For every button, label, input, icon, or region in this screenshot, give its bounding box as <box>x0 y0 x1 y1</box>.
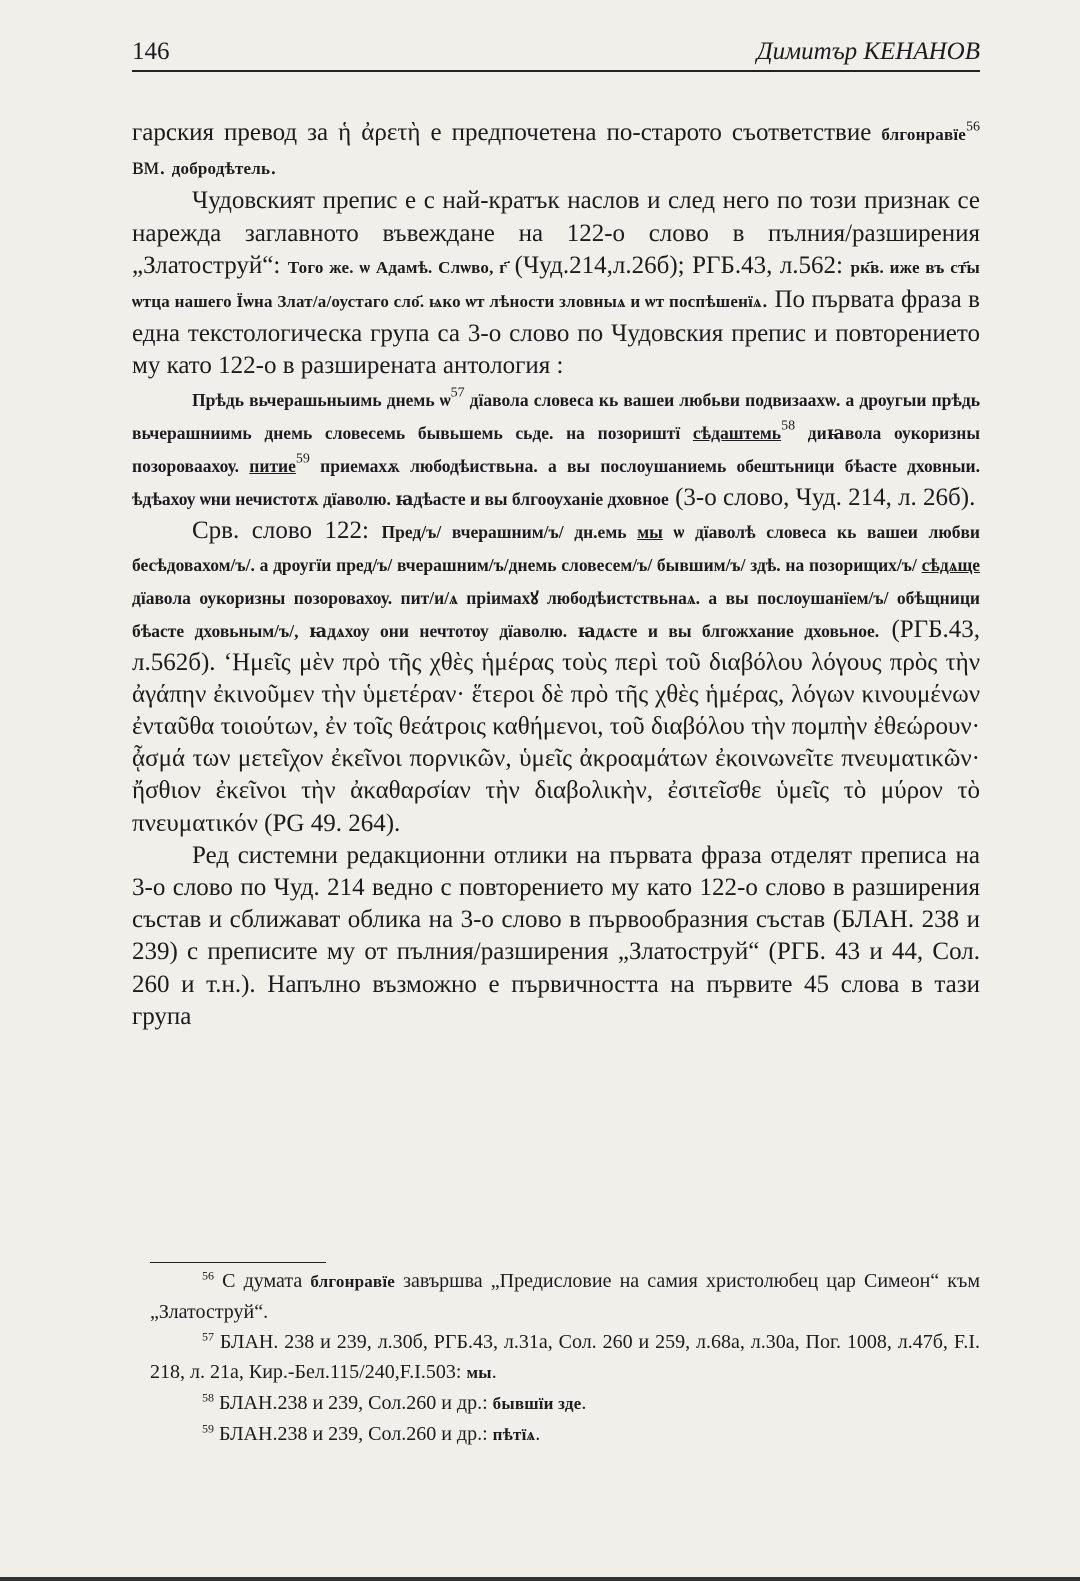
church-slavonic-word: блгонравїе <box>881 125 966 144</box>
scan-edge <box>0 1577 1080 1581</box>
footnote-ref: 58 <box>781 418 796 434</box>
footnote-ref: 56 <box>966 119 980 135</box>
church-slavonic-quote: Того же. ѡ Адамѣ. Слѡво, г҃ <box>287 257 508 277</box>
footnote-separator <box>150 1262 326 1263</box>
paragraph-2: Чудовският препис е с най-кратък наслов и след него по този признак се нарежда заглавното въвеждане на 122-о слово в пълния/разширения „Златоструй“: Того же. ѡ Адамѣ. Слѡво, г҃ (Чуд.214,л.26б); РГБ.43, л.562: рк҃в. иже въ ст҃ы ѡтца нашего Їѡна Злат/а/оустаго сло҃. ѩко ѡт лѣности зловныѧ и ѡт поспѣшенїѧ. По първата фраза в една текстологическа група са 3-о слово по Чудовския препис и повторението му като 122-о в разширената антология : <box>132 187 980 380</box>
page-number: 146 <box>132 38 170 65</box>
footnote-ref: 57 <box>450 385 465 401</box>
main-text <box>132 117 980 1033</box>
footnote: $^{57}$ БЛАН. 238 и 239, л.30б, РГБ.43, л.31а, Сол. 260 и 259, л.68а, л.30а, Пог. 1008, л.47б, F.I. 218, л. 21а, Кир.-Бел.115/240,F.I.503: мы. <box>150 1329 981 1383</box>
page-header <box>132 34 980 72</box>
church-slavonic-word: добродѣтель <box>171 159 271 179</box>
footnote: $^{58}$ БЛАН.238 и 239, Сол.260 и др.: бывшїи зде. <box>202 1390 587 1414</box>
greek-quote: (РГБ.43, л.562б). ‘Ημεῖς μὲν πρὸ τῆς χθὲς ἡμέρας τοὺς περὶ τοῦ διαβόλου λόγους πρὸς τὴν ἀγάπην ἐκινοῦμεν τὴν ὑμετέραν· ἕτεροι δὲ πρὸ τῆς χθὲς ἡμέρας, λόγων κινουμένων ἐνταῦθα τοιούτων, ἐν τοῖς θεάτροις καθήμενοι, τοῦ διαβόλου τὴν πομπὴν ἐθεώρουν· ᾆσμά των μετεῖχον ἐκεῖνοι πορνικῶν, ὑμεῖς ἀκροαμάτων ἐκοινωνεῖτε πνευματικῶν· ἤσθιον ἐκεῖνοι τὴν ἀκαθαρσίαν τὴν διαβολικὴν, ἐσιτεῖσθε ὑμεῖς τὸ μύρον τὸ πνευματικόν (PG 49. 264). <box>132 615 980 837</box>
footnote-ref: 59 <box>295 451 310 467</box>
footnote: $^{56}$ С думата блгонравїе завършва „Предисловие на самия христолюбец цар Симеон“ към „Златоструй“. <box>150 1268 980 1323</box>
footnotes <box>150 1266 980 1450</box>
footnote: $^{59}$ БЛАН.238 и 239, Сол.260 и др.: пѣтїѧ. <box>202 1421 541 1445</box>
quotation-1: Прѣдь вьчерашьныимь днемь $ѡ^{57}$ дїавола словеса кь вашеи любьви подвизаахѡ. а дроугыи прѣдь вьчерашниимь днемь словесемь бывьшемь сьде. на позориштї сѣдаштемь$^{58}$ диꙗвола оукоризны позороваахоу. питие$^{59}$ приемахѫ любодѣиствьна. а вы послоушаниемь обештьници бѣасте дховныи. ѣдѣахоу ѡни нечистотѫ дїаволю. ꙗдѣасте и вы блгооуханiе дховное (3-о слово, Чуд. 214, л. 26б). <box>132 385 980 511</box>
quotation-2: Срв. слово 122: Пред/ъ/ вчерашним/ъ/ дн.емь мы ѡ дїаволѣ словеса кь вашеи любви бесѣдовахом/ъ/. а дроугїи пред/ъ/ вчерашним/ъ/днемь словесем/ъ/ бывшим/ъ/ здѣ. на позорищих/ъ/ сѣдѧще дїавола оукоризны позоровахоу. пит/и/ѧ прiимахꙋ любодѣистствьнаѧ. а вы послоушанїем/ъ/ обѣщници бѣасте дховьным/ъ/, ꙗдѧхоу они нечтотоу дїаволю. ꙗдѧсте и вы блгожхание дховьное. (РГБ.43, л.562б). ‘Ημεῖς μὲν πρὸ τῆς χθὲς ἡμέρας τοὺς περὶ τοῦ διαβόλου λόγους πρὸς τὴν ἀγάπην ἐκινοῦμεν τὴν ὑμετέραν· ἕτεροι δὲ πρὸ τῆς χθὲς ἡμέρας, λόγων κινουμένων ἐνταῦθα τοιούτων, ἐν τοῖς θεάτροις καθήμενοι, τοῦ διαβόλου τὴν πομπὴν ἐθεώρουν· ᾆσμά των μετεῖχον ἐκεῖνοι πορνικῶν, ὑμεῖς ἀκροαμάτων ἐκοινωνεῖτε πνευματικῶν· ἤσθιον ἐκεῖνοι τὴν ἀκαθαρσίαν τὴν διαβολικὴν, ἐσιτεῖσθε ὑμεῖς τὸ μύρον τὸ πνευματικόν (PG 49. 264). <box>132 516 980 837</box>
running-head: Димитър КЕНАНОВ <box>756 38 980 65</box>
church-slavonic-quote: рк҃в. иже въ ст҃ы ѡтца нашего Їѡна Злат/а/оустаго сло҃. ѩко ѡт лѣности зловныѧ и ѡт поспѣшенїѧ <box>132 257 980 312</box>
paragraph-3: Ред системни редакционни отлики на първата фраза отделят преписа на 3-о слово по Чуд. 214 ведно с повторението му като 122-о слово в разширения състав и сближават облика на 3-о слово в първообразния състав (БЛАН. 238 и 239) с преписите му от пълния/разширения „Златоструй“ (РГБ. 43 и 44, Сол. 260 и т.н.). Напълно възможно е първичността на първите 45 слова в тази група <box>132 841 980 1030</box>
paragraph-1: гарския превод за ἡ ἀρετὴ е предпочетена по-старото съответствие блгонравїе$^{56}$ вм. добродѣтель. <box>132 119 980 181</box>
